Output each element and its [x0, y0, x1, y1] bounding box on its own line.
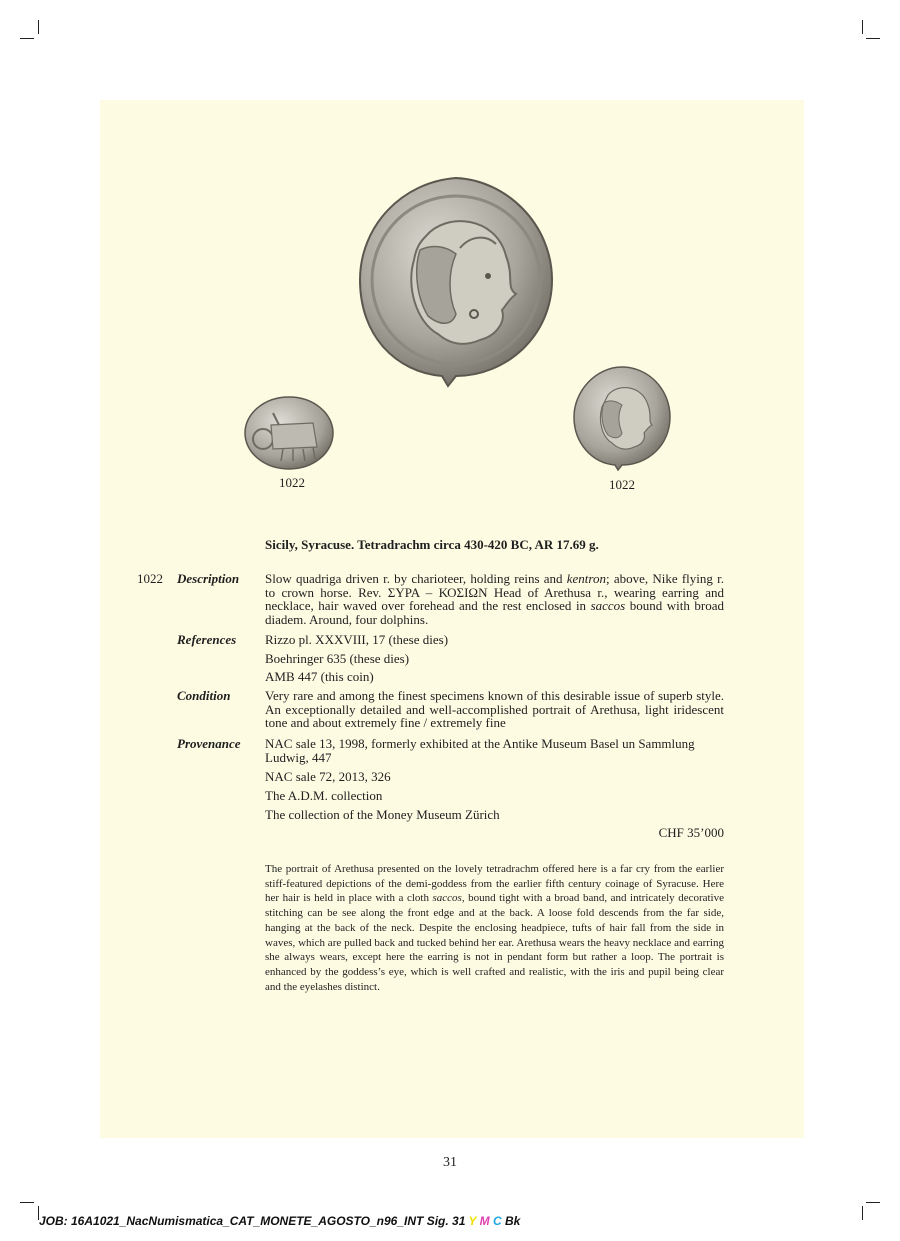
- provenance-item: NAC sale 72, 2013, 326: [265, 769, 391, 784]
- description-text: [265, 572, 724, 626]
- description-text-part: ; above, Nike flying r. to crown horse. Rev. ΣΥΡΑ – ΚΟΣΙΩΝ Head of Arethusa r., wearing earring and necklace, hair waved over forehead and the rest enclosed in: [265, 571, 724, 613]
- coin-obverse-image: [572, 365, 672, 471]
- condition-text: Very rare and among the finest specimens known of this desirable issue of superb style. An exceptionally detailed and well-accomplished portrait of Arethusa, light iridescent tone and about extremely fine / extremely fine: [265, 688, 724, 730]
- description-italic-term: saccos: [590, 598, 626, 613]
- lot-number: 1022: [137, 571, 163, 586]
- condition-label: Condition: [177, 688, 231, 703]
- description-text-part: bound with broad diadem. Around, four dolphins.: [265, 598, 725, 627]
- description-text-part: Slow quadriga driven r. by charioteer, holding reins and: [265, 571, 567, 586]
- coin-reverse-image: [243, 395, 335, 471]
- provenance-item: The A.D.M. collection: [265, 788, 383, 803]
- estimate-price: CHF 35’000: [658, 825, 724, 840]
- crop-mark: [862, 20, 863, 34]
- crop-mark: [20, 38, 34, 39]
- crop-mark: [862, 1206, 863, 1220]
- commentary-italic-term: saccos: [432, 892, 462, 905]
- provenance-item: NAC sale 13, 1998, formerly exhibited at the Antike Museum Basel un Sammlung Ludwig, 447: [265, 736, 695, 765]
- provenance-item: The collection of the Money Museum Zürich: [265, 807, 500, 822]
- color-mark-yellow: Y: [468, 1214, 477, 1228]
- crop-mark: [866, 1202, 880, 1203]
- commentary-paragraph: [265, 862, 724, 994]
- color-mark-magenta: M: [479, 1214, 490, 1228]
- commentary-text: The portrait of Arethusa presented on the lovely tetradrachm offered here is a far cry from the earlier stiff-featured depictions of the demi-goddess from the earlier fifth century coinage of Syracuse. Here her hair is held in place with a cloth: [265, 863, 724, 905]
- commentary-text: , bound tight with a broad band, and intricately decorative stitching can be see along the front edge and at the back. A loose fold descends from the far side, hanging at the back of the neck. Despite the enclosing headpiece, tufts of hair fall from the side in waves, which are pulled back and tucked behind her ear. Arethusa wears the heavy necklace and earring she always wears, except here the earring is not in pendant form but rather a loop. The portrait is enhanced by the goddess’s eye, which is well crafted and realistic, with the iris and pupil being clear and the eyelashes distinct.: [265, 892, 724, 993]
- reference-item: Rizzo pl. XXXVIII, 17 (these dies): [265, 632, 449, 647]
- crop-mark: [38, 20, 39, 34]
- reference-item: AMB 447 (this coin): [265, 669, 374, 684]
- coin-enlargement-image: [356, 176, 556, 388]
- description-label: Description: [177, 571, 240, 586]
- reference-item: Boehringer 635 (these dies): [265, 651, 410, 666]
- references-label: References: [177, 632, 237, 647]
- color-mark-cyan: C: [493, 1214, 502, 1228]
- crop-mark: [20, 1202, 34, 1203]
- provenance-label: Provenance: [177, 736, 241, 751]
- crop-mark: [866, 38, 880, 39]
- page-number: 31: [443, 1155, 457, 1170]
- lot-title: Sicily, Syracuse. Tetradrachm circa 430-420 BC, AR 17.69 g.: [265, 537, 599, 552]
- coin-reverse-lot-label: 1022: [279, 475, 305, 490]
- description-italic-term: kentron: [566, 571, 606, 586]
- coin-obverse-lot-label: 1022: [609, 477, 635, 492]
- print-job-slug: [39, 1214, 520, 1228]
- job-text: JOB: 16A1021_NacNumismatica_CAT_MONETE_AGOSTO_n96_INT Sig. 31: [39, 1214, 466, 1228]
- color-mark-black: Bk: [505, 1214, 521, 1228]
